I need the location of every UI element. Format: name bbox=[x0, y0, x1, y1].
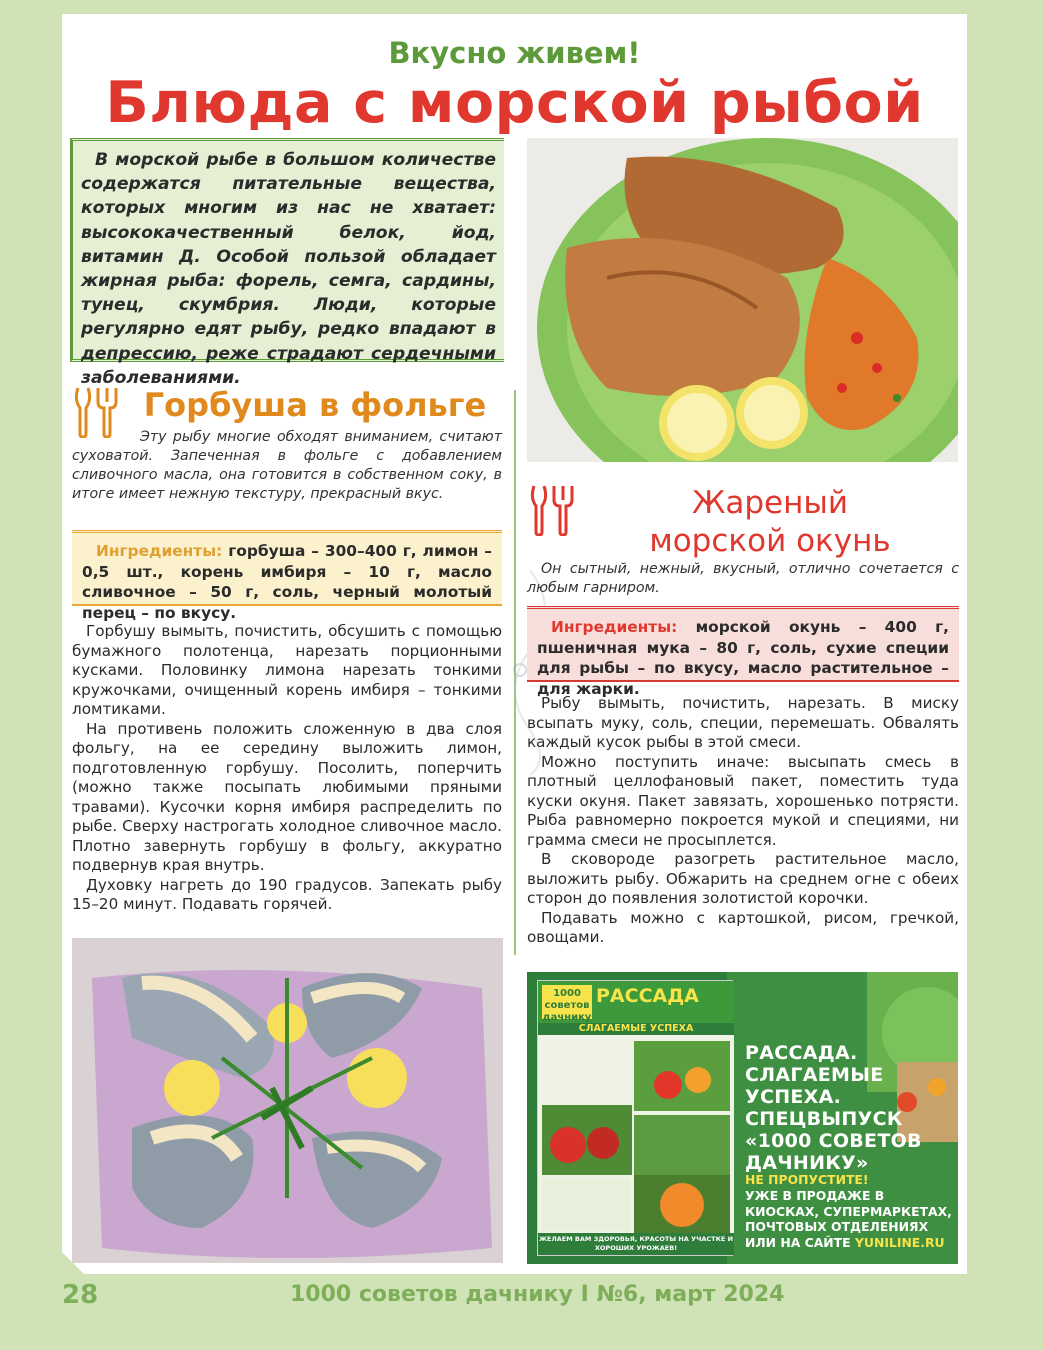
page-number: 28 bbox=[62, 1280, 99, 1310]
intro-box bbox=[70, 138, 504, 388]
step-paragraph: Подавать можно с картошкой, рисом, гречкой, овощами. bbox=[527, 908, 959, 946]
baked-salmon-photo bbox=[72, 938, 503, 1263]
recipe1-ingredients bbox=[72, 530, 502, 622]
ad-site-link[interactable]: YUNILINE.RU bbox=[854, 1235, 945, 1251]
page-title: Блюда с морской рыбой bbox=[105, 70, 924, 136]
recipe1-title: Горбуша в фольге bbox=[143, 386, 487, 424]
ad-headline: РАССАДА. СЛАГАЕМЫЕ УСПЕХА. СПЕЦВЫПУСК «1000 СОВЕТОВ ДАЧНИКУ» bbox=[745, 1042, 922, 1174]
magazine-cover-photos bbox=[538, 1035, 734, 1235]
ad-cta-highlight: НЕ ПРОПУСТИТЕ! bbox=[745, 1172, 869, 1187]
step-paragraph: Горбушу вымыть, почистить, обсушить с помощью бумажного полотенца, нарезать порционными кусками. Половинку лимона нарезать тонкими кружочками, очищенный корень имбиря – тонкими ломтиками. bbox=[72, 622, 502, 718]
fork-knife-icon bbox=[528, 484, 576, 536]
step-paragraph: Рыбу вымыть, почистить, нарезать. В миску всыпать муку, соль, специи, перемешать. Обвалять каждый кусок рыбы в этой смеси. bbox=[527, 694, 959, 751]
ad-cta bbox=[745, 1172, 955, 1251]
step-paragraph: Можно поступить иначе: высыпать смесь в плотный целлофановый пакет, поместить туда куски окуня. Пакет завязать, хорошенько потрясти. Рыба равномерно покроется мукой и специями, ни грамма смеси не просыплется. bbox=[527, 752, 959, 849]
section-kicker: Вкусно живем! bbox=[388, 36, 641, 70]
magazine-title: РАССАДА bbox=[596, 985, 699, 1007]
ad-cta-text: УЖЕ В ПРОДАЖЕ В КИОСКАХ, СУПЕРМАРКЕТАХ, ПОЧТОВЫХ ОТДЕЛЕНИЯХ ИЛИ НА САЙТЕ bbox=[745, 1187, 952, 1251]
ingredients-text: горбуша – 300–400 г, лимон – 0,5 шт., корень имбиря – 10 г, масло сливочное – 50 г, соль, черный молотый перец – по вкусу. bbox=[82, 542, 492, 622]
recipe2-lead: Он сытный, нежный, вкусный, отлично сочетается с любым гарниром. bbox=[527, 561, 959, 596]
recipe1-steps bbox=[72, 622, 502, 915]
recipe2-title-line2: морской окунь bbox=[649, 523, 891, 559]
recipe2-steps bbox=[527, 694, 959, 948]
step-paragraph: В сковороде разогреть растительное масло, выложить рыбу. Обжарить на среднем огне с обеих сторон до появления золотистой корочки. bbox=[527, 850, 959, 907]
step-paragraph: Духовку нагреть до 190 градусов. Запекать рыбу 15–20 минут. Подавать горячей. bbox=[72, 875, 502, 913]
magazine-footer: ЖЕЛАЕМ ВАМ ЗДОРОВЬЯ, КРАСОТЫ НА УЧАСТКЕ И ХОРОШИХ УРОЖАЕВ! bbox=[538, 1233, 734, 1255]
fried-fish-photo bbox=[527, 138, 958, 462]
recipe1-lead: Эту рыбу многие обходят вниманием, считают суховатой. Запеченная в фольге с добавлением сливочного масла, она готовится в собственном соку, в итоге имеет нежную текстуру, прекрасный вкус. bbox=[72, 429, 502, 502]
step-paragraph: На противень положить сложенную в два слоя фольгу, на ее середину выложить лимон, подготовленную горбушу. Посолить, поперчить (можно также посыпать любимыми пряными травами). Кусочки корня имбиря распределить по рыбе. Сверху настрогать холодное сливочное масло. Плотно завернуть горбушу в фольгу, аккуратно подвернув края внутрь. bbox=[72, 719, 502, 874]
ingredients-text: морской окунь – 400 г, пшеничная мука – 80 г, соль, сухие специи для рыбы – по вкусу, масло растительное – для жарки. bbox=[537, 618, 949, 698]
recipe2-ingredients bbox=[527, 606, 959, 698]
ingredients-label: Ингредиенты: bbox=[96, 542, 223, 560]
recipe2-title-line1: Жареный bbox=[691, 485, 849, 521]
magazine-cover bbox=[537, 980, 733, 1256]
ingredients-label: Ингредиенты: bbox=[551, 618, 678, 636]
intro-text: В морской рыбе в большом количестве содержатся питательные вещества, которых многим из нас не хватает: высококачественный белок, йод, витамин Д. Особой пользой обладает жирная рыба: форель, семга, сардины, тунец, скумбрия. Люди, которые регулярно едят рыбу, редко впадают в депрессию, реже страдают сердечными заболеваниями. bbox=[81, 150, 496, 388]
magazine-subtitle: СЛАГАЕМЫЕ УСПЕХА bbox=[538, 1023, 734, 1035]
magazine-logo: 1000 советов дачнику bbox=[542, 985, 592, 1019]
recipe2-title bbox=[590, 484, 950, 560]
publication-info: 1000 советов дачнику I №6, март 2024 bbox=[290, 1282, 785, 1307]
promo-ad[interactable] bbox=[527, 972, 958, 1264]
